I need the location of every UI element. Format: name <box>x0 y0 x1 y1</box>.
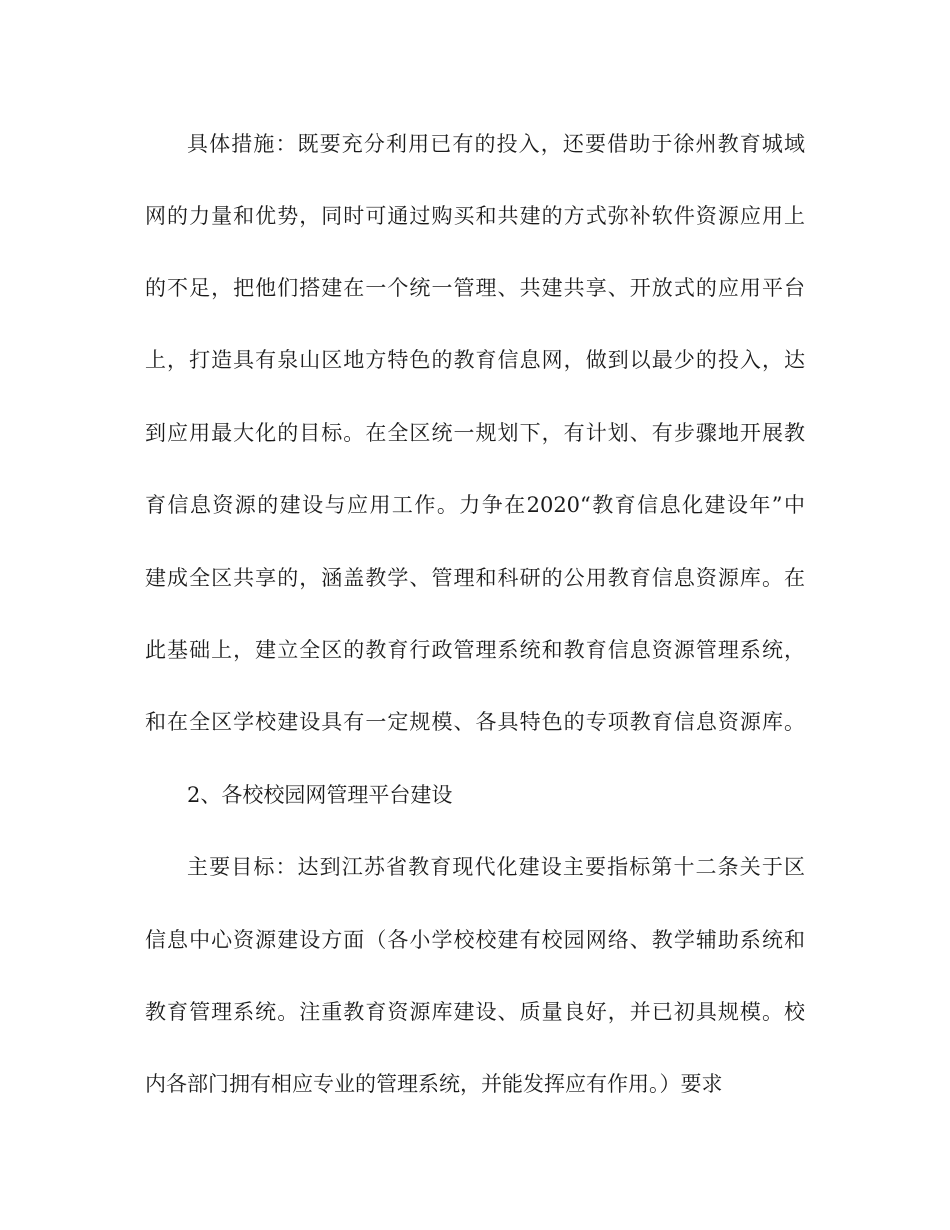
paragraph-measures-line-3: 的不足，把他们搭建在一个统一管理、共建共享、开放式的应用平台 <box>145 276 805 300</box>
paragraph-measures-line-9: 和在全区学校建设具有一定规模、各具特色的专项教育信息资源库。 <box>145 710 805 734</box>
paragraph-measures-line-7: 建成全区共享的，涵盖教学、管理和科研的公用教育信息资源库。在 <box>145 566 805 590</box>
paragraph-measures-line-4: 上，打造具有泉山区地方特色的教育信息网，做到以最少的投入，达 <box>145 348 805 372</box>
paragraph-measures-line-5: 到应用最大化的目标。在全区统一规划下，有计划、有步骤地开展教 <box>145 421 805 445</box>
paragraph-goals-line-4: 内各部门拥有相应专业的管理系统，并能发挥应有作用。）要求 <box>145 1072 723 1096</box>
section-heading: 2、各校校园网管理平台建设 <box>187 783 453 807</box>
paragraph-measures-line-2: 网的力量和优势，同时可通过购买和共建的方式弥补软件资源应用上 <box>145 204 805 228</box>
paragraph-measures-line-8: 此基础上，建立全区的教育行政管理系统和教育信息资源管理系统， <box>145 638 805 662</box>
paragraph-measures-line-1: 具体措施：既要充分利用已有的投入，还要借助于徐州教育城域 <box>187 132 805 156</box>
paragraph-goals-line-2: 信息中心资源建设方面（各小学校校建有校园网络、教学辅助系统和 <box>145 928 805 952</box>
paragraph-goals-line-3: 教育管理系统。注重教育资源库建设、质量良好，并已初具规模。校 <box>145 1000 805 1024</box>
paragraph-goals-line-1: 主要目标：达到江苏省教育现代化建设主要指标第十二条关于区 <box>187 855 805 879</box>
paragraph-measures-line-6: 育信息资源的建设与应用工作。力争在2020“教育信息化建设年”中 <box>145 493 805 517</box>
